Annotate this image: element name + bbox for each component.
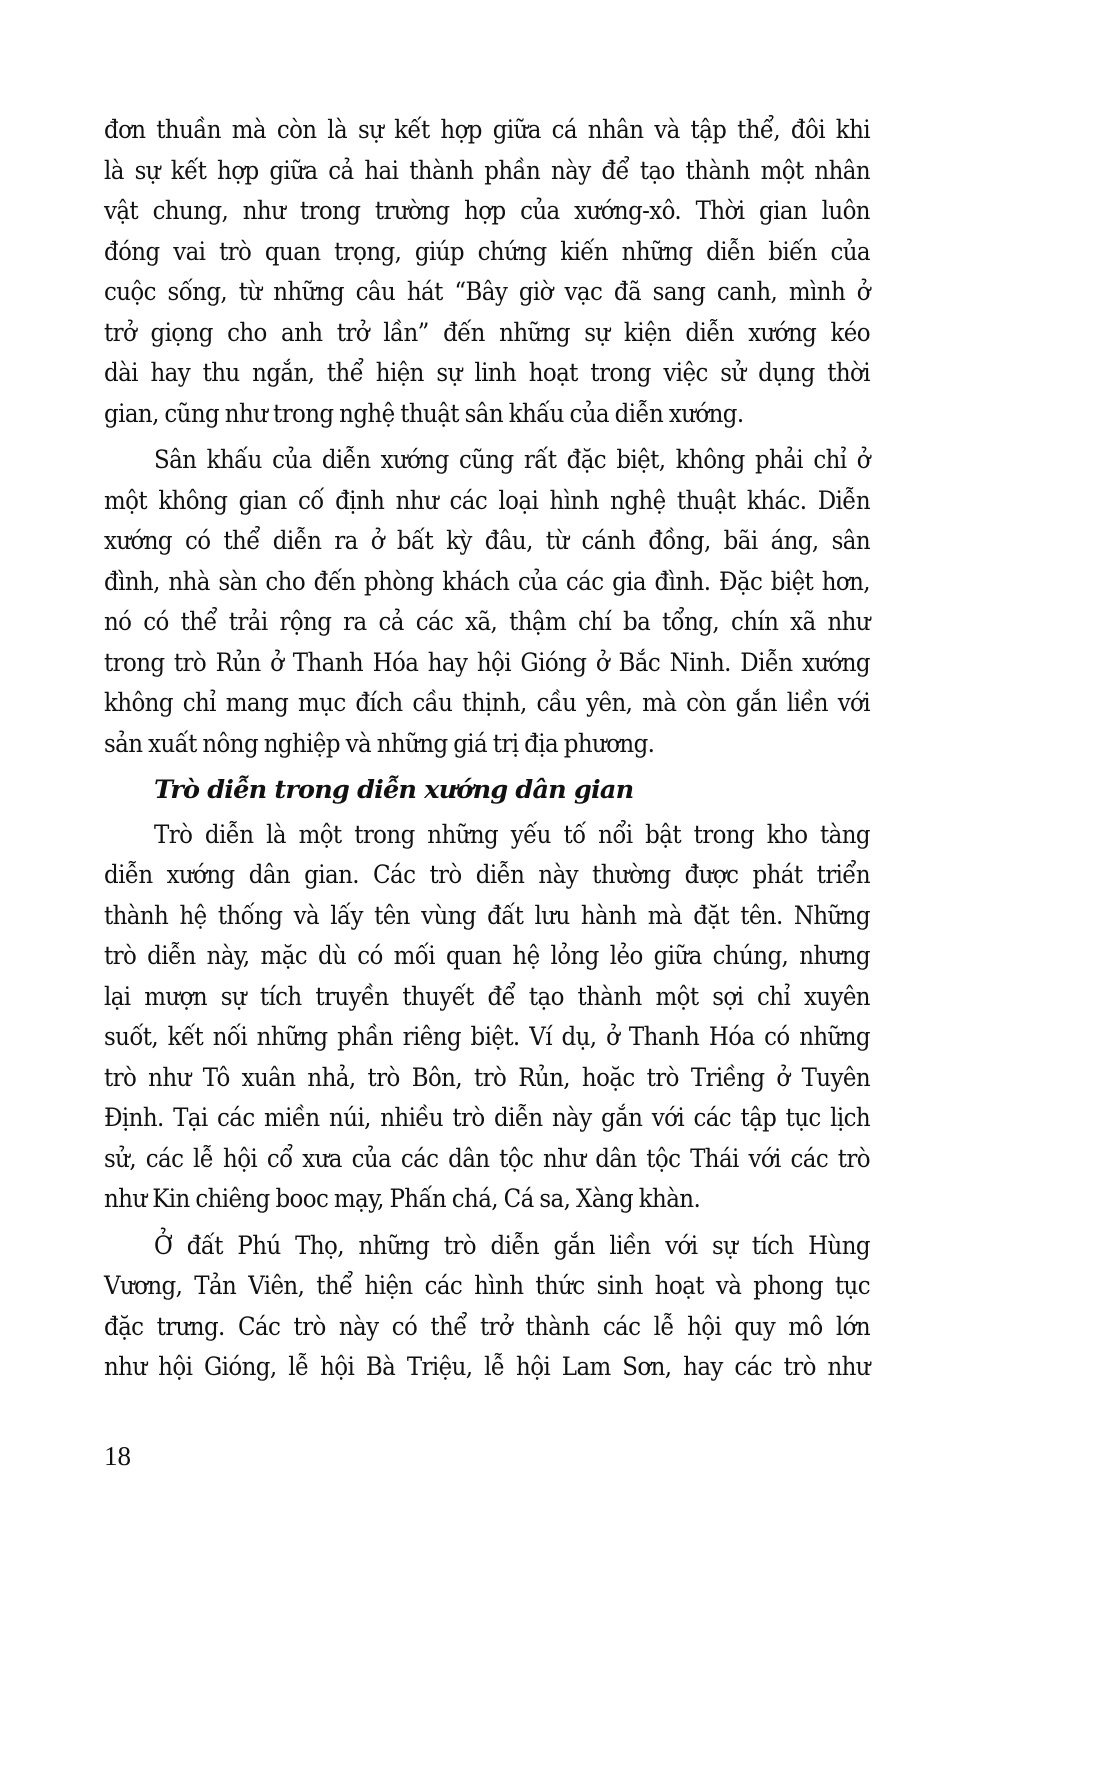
text-line: gian, cũng như trong nghệ thuật sân khấu của diễn xướng. [104, 398, 744, 429]
text-line: cuộc sống, từ những câu hát “Bây giờ vạc đã sang canh, mình ở [104, 277, 870, 307]
text-line: trò diễn này, mặc dù có mối quan hệ lỏng lẻo giữa chúng, nhưng [104, 941, 870, 971]
text-line: đặc trưng. Các trò này có thể trở thành các lễ hội quy mô lớn [104, 1311, 870, 1342]
text-line: đơn thuần mà còn là sự kết hợp giữa cá nhân và tập thể, đôi khi [104, 115, 870, 145]
text-line: Trò diễn là một trong những yếu tố nổi bật trong kho tàng [154, 819, 870, 850]
text-line: trong trò Rủn ở Thanh Hóa hay hội Gióng ở Bắc Ninh. Diễn xướng [104, 647, 870, 678]
paragraph-2 [104, 440, 870, 764]
section-heading: Trò diễn trong diễn xướng dân gian [154, 775, 634, 805]
text-line: thành hệ thống và lấy tên vùng đất lưu hành mà đặt tên. Những [104, 900, 870, 931]
text-line: Sân khấu của diễn xướng cũng rất đặc biệt, không phải chỉ ở [154, 445, 870, 475]
text-line: như Kin chiêng booc mạy, Phấn chá, Cá sa, Xàng khàn. [104, 1184, 701, 1214]
text-line: Vương, Tản Viên, thể hiện các hình thức sinh hoạt và phong tục [104, 1271, 870, 1301]
text-line: không chỉ mang mục đích cầu thịnh, cầu yên, mà còn gắn liền với [104, 688, 870, 718]
text-line: đóng vai trò quan trọng, giúp chứng kiến những diễn biến của [104, 236, 870, 267]
text-line: Định. Tại các miền núi, nhiều trò diễn này gắn với các tập tục lịch [104, 1103, 870, 1133]
paragraph-4 [104, 1226, 870, 1388]
text-line: là sự kết hợp giữa cả hai thành phần này để tạo thành một nhân [104, 155, 870, 186]
text-line: diễn xướng dân gian. Các trò diễn này thường được phát triển [104, 860, 870, 890]
text-line: sản xuất nông nghiệp và những giá trị địa phương. [104, 728, 655, 759]
page-number: 18 [104, 1441, 131, 1471]
text-line: vật chung, như trong trường hợp của xướng-xô. Thời gian luôn [104, 196, 870, 226]
paragraph-3 [104, 815, 870, 1220]
paragraph-1 [104, 110, 870, 434]
text-line: trở giọng cho anh trở lần” đến những sự kiện diễn xướng kéo [104, 317, 870, 348]
text-line: Ở đất Phú Thọ, những trò diễn gắn liền với sự tích Hùng [154, 1230, 870, 1261]
text-line: đình, nhà sàn cho đến phòng khách của các gia đình. Đặc biệt hơn, [104, 566, 870, 597]
text-line: lại mượn sự tích truyền thuyết để tạo thành một sợi chỉ xuyên [104, 981, 870, 1012]
text-line: nó có thể trải rộng ra cả các xã, thậm chí ba tổng, chín xã như [104, 607, 870, 637]
text-line: sử, các lễ hội cổ xưa của các dân tộc như dân tộc Thái với các trò [104, 1143, 870, 1174]
text-line: suốt, kết nối những phần riêng biệt. Ví dụ, ở Thanh Hóa có những [104, 1022, 870, 1052]
book-page-body [104, 110, 870, 1388]
text-line: như hội Gióng, lễ hội Bà Triệu, lễ hội Lam Sơn, hay các trò như [104, 1352, 870, 1382]
text-line: xướng có thể diễn ra ở bất kỳ đâu, từ cánh đồng, bãi áng, sân [104, 526, 870, 556]
text-line: một không gian cố định như các loại hình nghệ thuật khác. Diễn [104, 485, 870, 516]
text-line: trò như Tô xuân nhả, trò Bôn, trò Rủn, hoặc trò Triềng ở Tuyên [104, 1062, 870, 1093]
text-line: dài hay thu ngắn, thể hiện sự linh hoạt trong việc sử dụng thời [104, 358, 870, 388]
